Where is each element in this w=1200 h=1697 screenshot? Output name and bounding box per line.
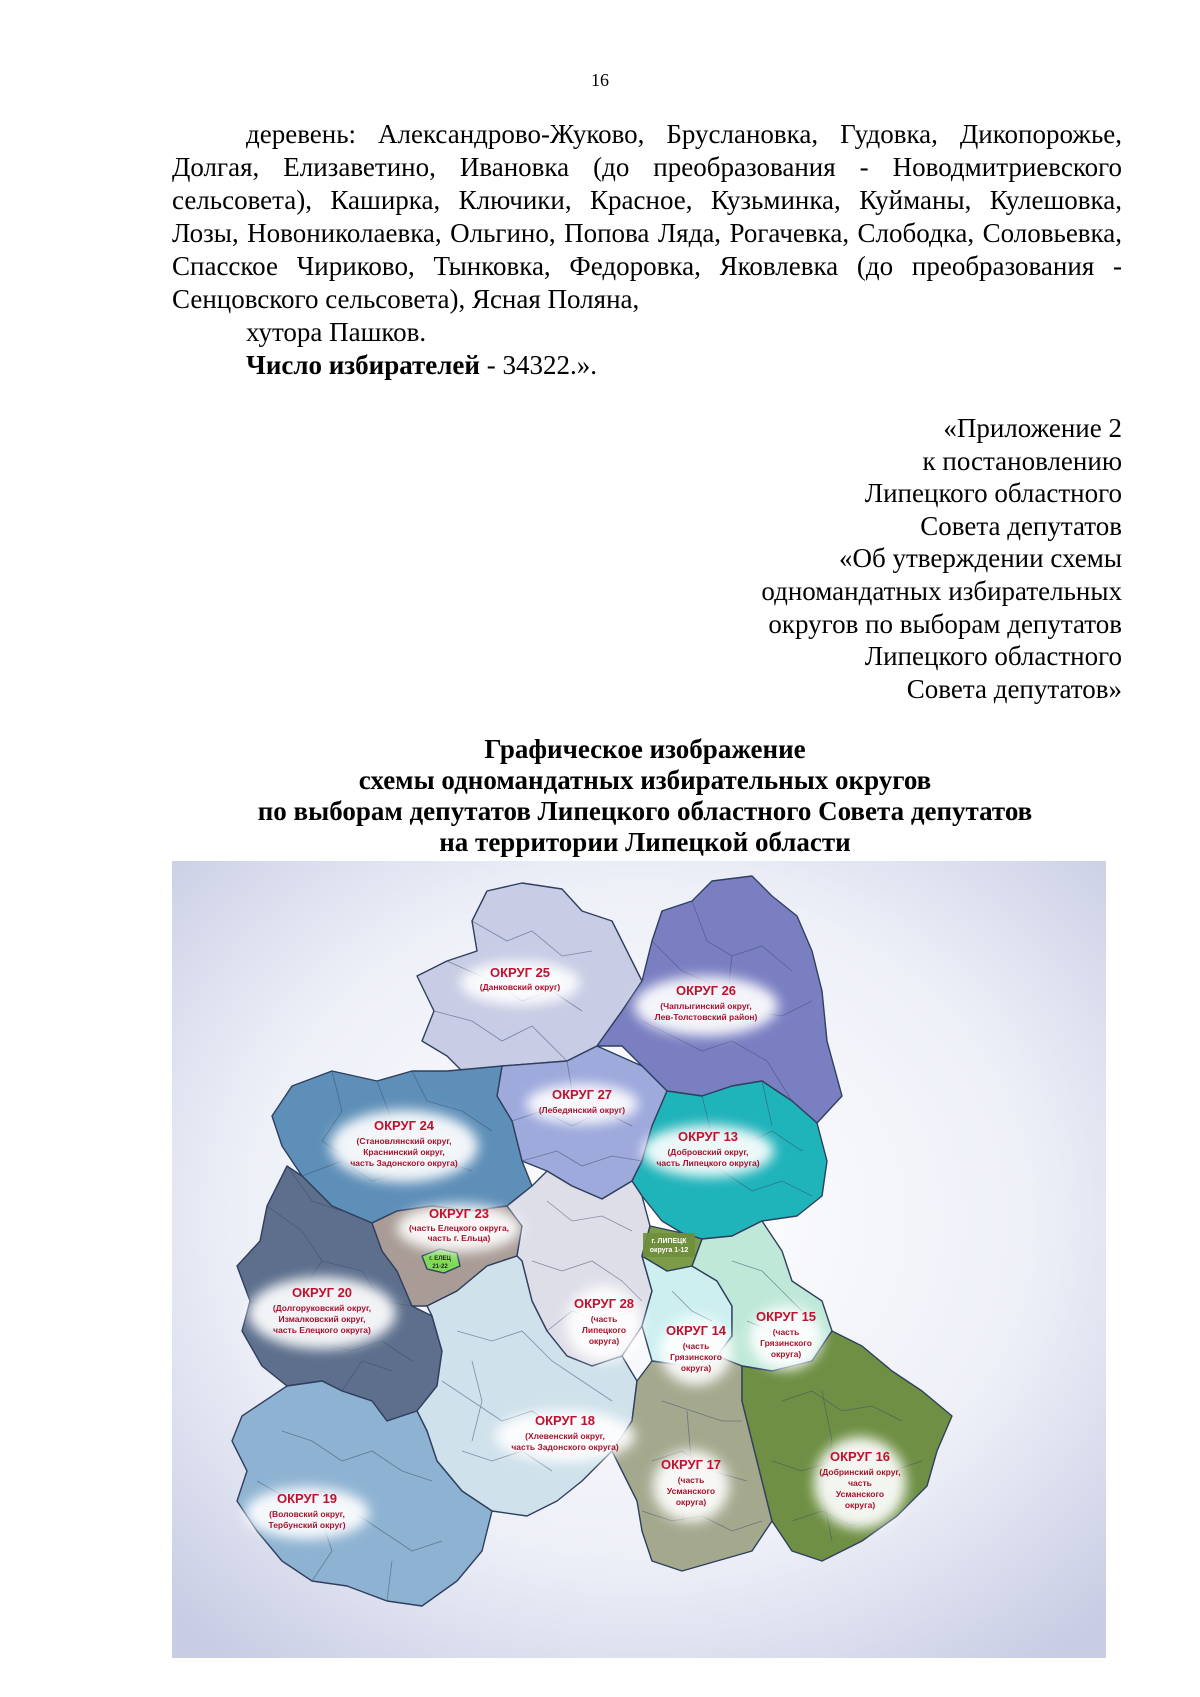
- district-14-desc: Грязинского: [670, 1352, 722, 1362]
- district-label-25: [480, 965, 561, 992]
- district-label-19: [268, 1491, 345, 1530]
- villages-paragraph: деревень: Александрово-Жуково, Бруслановка, Гудовка, Дикопорожье, Долгая, Елизаветино, Ивановка (до преобразования - Новодмитриевского сельсовета), Каширка, Ключики, Красное, Кузьминка, Куйманы, Кулешовка, Лозы, Новониколаевка, Ольгино, Попова Ляда, Рогачевка, Слободка, Соловьевка, Спасское Чириково, Тынковка, Федоровка, Яковлевка (до преобразования - Сенцовского сельсовета), Ясная Поляна,: [172, 119, 1122, 314]
- district-16-desc: Усманского: [835, 1489, 885, 1499]
- district-28-desc: Липецкого: [581, 1325, 627, 1335]
- district-13-desc: часть Липецкого округа): [656, 1158, 760, 1168]
- appendix-line: округов по выборам депутатов: [768, 608, 1122, 639]
- lipetsk-city-label: г. ЛИПЕЦК: [651, 1238, 687, 1245]
- district-24-desc: (Становлянский округ,: [356, 1136, 452, 1146]
- district-17-desc: округа): [675, 1497, 707, 1507]
- district-23-title: ОКРУГ 23: [428, 1206, 490, 1221]
- title-line: на территории Липецкой области: [439, 827, 851, 857]
- farms-line: хутора Пашков.: [246, 317, 427, 347]
- appendix-header: [761, 412, 1122, 705]
- district-23-desc: часть г. Ельца): [427, 1233, 491, 1243]
- appendix-line: Совета депутатов: [920, 510, 1122, 541]
- district-24-desc: часть Задонского округа): [350, 1158, 458, 1168]
- elets-city-label: г. ЕЛЕЦ: [429, 1256, 451, 1262]
- district-16-desc: (Добринский округ,: [819, 1467, 901, 1477]
- district-19-desc: Тербунский округ): [268, 1520, 346, 1530]
- district-17-title: ОКРУГ 17: [660, 1457, 722, 1472]
- title-line: по выборам депутатов Липецкого областного Совета депутатов: [257, 796, 1033, 826]
- district-14-desc: округа): [680, 1363, 712, 1373]
- district-19-desc: (Воловский округ,: [269, 1509, 345, 1519]
- voters-value: - 34322.».: [479, 350, 597, 380]
- district-13-title: ОКРУГ 13: [677, 1129, 739, 1144]
- appendix-line: «Об утверждении схемы: [839, 543, 1122, 574]
- district-26-title: ОКРУГ 26: [675, 983, 737, 998]
- district-15-desc: округа): [770, 1349, 802, 1359]
- lipetsk-city-label: округа 1-12: [649, 1247, 689, 1254]
- map-title: [0, 734, 1200, 858]
- district-15-desc: Грязинского: [760, 1338, 812, 1348]
- district-18-title: ОКРУГ 18: [534, 1413, 596, 1428]
- district-26-desc: Лев-Толстовский район): [654, 1012, 758, 1022]
- voters-label: Число избирателей: [246, 350, 480, 380]
- district-16-desc: часть: [848, 1478, 872, 1488]
- appendix-line: Липецкого областного: [864, 478, 1122, 509]
- district-28-desc: округа): [588, 1336, 620, 1346]
- appendix-line: «Приложение 2: [943, 413, 1122, 443]
- district-14-desc: (часть: [682, 1341, 710, 1351]
- district-16-title: ОКРУГ 16: [829, 1449, 891, 1464]
- page-number: 16: [591, 70, 609, 90]
- body-text: [172, 118, 1122, 382]
- voters-line: [172, 349, 1122, 382]
- title-line: Графическое изображение: [484, 734, 806, 764]
- district-24-desc: Краснинский округ,: [363, 1147, 445, 1157]
- title-line: схемы одномандатных избирательных округов: [358, 765, 932, 795]
- district-18-desc: (Хлевенский округ,: [525, 1431, 605, 1441]
- appendix-line: Совета депутатов»: [906, 673, 1122, 704]
- district-23-desc: (часть Елецкого округа,: [408, 1223, 510, 1233]
- appendix-line: Липецкого областного: [864, 641, 1122, 672]
- district-27-desc: (Лебедянский округ): [538, 1105, 626, 1115]
- district-14-title: ОКРУГ 14: [665, 1323, 727, 1338]
- district-map: [172, 861, 1106, 1658]
- district-17-desc: (часть: [677, 1475, 705, 1485]
- district-16-desc: округа): [844, 1500, 876, 1510]
- appendix-line: одномандатных избирательных: [761, 575, 1122, 606]
- district-20-desc: часть Елецкого округа): [273, 1325, 371, 1335]
- district-28-desc: (часть: [590, 1314, 618, 1324]
- district-25-desc: (Данковский округ): [479, 982, 561, 992]
- district-24-title: ОКРУГ 24: [373, 1118, 435, 1133]
- district-25-title: ОКРУГ 25: [489, 965, 551, 980]
- district-15-title: ОКРУГ 15: [755, 1309, 817, 1324]
- district-20-desc: (Долгоруковский округ,: [272, 1303, 372, 1313]
- district-26-desc: (Чаплыгинский округ,: [660, 1001, 752, 1011]
- district-18-desc: часть Задонского округа): [511, 1442, 619, 1452]
- district-15-desc: (часть: [772, 1327, 800, 1337]
- elets-city-label: 21-22: [432, 1264, 448, 1270]
- district-17-desc: Усманского: [666, 1486, 716, 1496]
- district-20-title: ОКРУГ 20: [291, 1285, 353, 1300]
- district-28-title: ОКРУГ 28: [573, 1296, 635, 1311]
- appendix-line: к постановлению: [922, 445, 1122, 476]
- district-19-title: ОКРУГ 19: [276, 1491, 338, 1506]
- district-13-desc: (Добровский округ,: [667, 1147, 749, 1157]
- district-20-desc: Измалковский округ,: [278, 1314, 366, 1324]
- district-27-title: ОКРУГ 27: [551, 1087, 613, 1102]
